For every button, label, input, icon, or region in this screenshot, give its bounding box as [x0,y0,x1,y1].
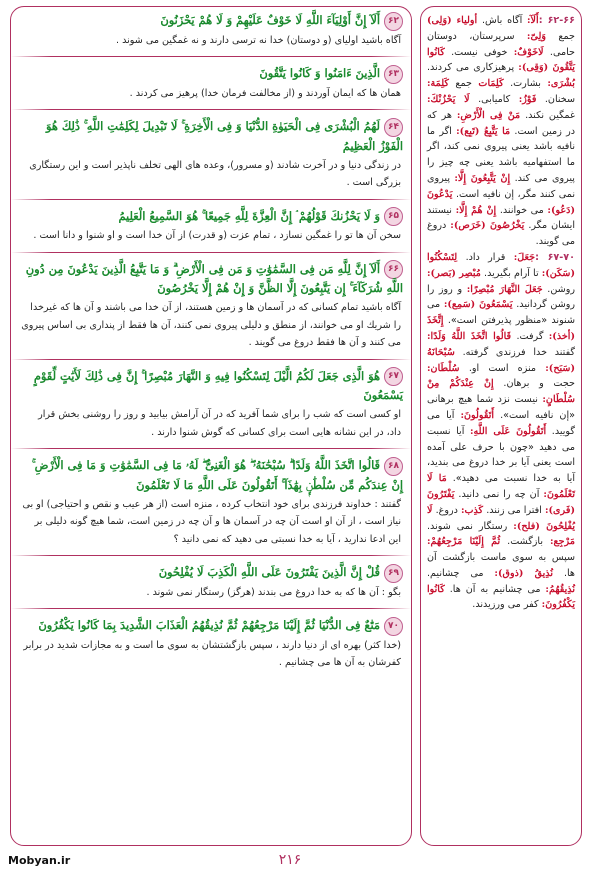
vocab-meaning: مى چشانيم به آن ها. [449,583,541,595]
vocab-meaning: منزه است او. [468,362,537,374]
vocab-word: أَتَقُولُونَ عَلَى اللَّهِ: [470,425,547,437]
vocab-meaning: كاميابى. [478,93,511,105]
vocab-meaning: حجت و برهان. [503,378,575,390]
verse-divider [11,448,411,449]
verse-translation: همان ها كه ايمان آوردند و (از مخالفت فرمان خدا) پرهيز مى كردند . [129,87,401,99]
vocab-word: إِتَّخَذَ (أخذ): [427,315,575,342]
vocab-meaning: تا آرام بگيريد. [484,267,539,279]
vocab-word: كَلِمَات [478,78,504,90]
verse-translation: آگاه باشيد اولياى (و دوستان) خدا نه ترسى دارند و نه غمگين مى شوند . [115,34,401,46]
vocab-meaning: قرار داد. [465,251,506,263]
verse-text: قُلْ إِنَّ الَّذِينَ يَفْتَرُونَ عَلَى اللَّهِ الْكَذِبَ لَا يُفْلِحُونَ [158,565,380,579]
vocab-word: كَلِمَة: [427,78,449,90]
vocab-meaning: جمع [546,30,575,42]
vocab-meaning: اگر ما نافيه باشد يعنى پيروى نمى كند، اگر ما استفهاميه باشد يعنى چه چيز را پيروى مى كند. [427,125,575,184]
verse-arabic [11,363,411,406]
verse-arabic [11,256,411,299]
vocab-word: مَا يَتَّبِعُ (تَبِع): [456,125,511,137]
vocab-meaning: افترا مى زنند. [486,504,542,516]
verse-translation: آگاه باشيد تمام كسانى كه در آسمان ها و زمين هستند، از آن خدا مى باشند و آن ها كه غيرخدا را شريك او مى خوانند، از منطق و دليلى پيروى نمى كنند، آن ها فقط از پندارى بى اساس پيروى مى كنند و آن ها فقط دروغ مى گويند . [21,302,401,348]
vocab-meaning: جمع [448,78,472,90]
vocab-meaning: سرپرستان، دوستان حامى. [427,30,575,58]
vocab-meaning: سخنان. [544,93,575,105]
verse-translation: (خدا كثر) بهره اى از دنيا دارند ، سپس بازگشتشان به سوى ما است و به مجازات شديد در برابر كفرشان به آن ها مى چشانيم . [23,639,401,668]
vocab-word: لَاخَوْفٌ: [513,46,544,58]
vocab-meaning: مى شنوند «منظور پذيرفتن است». [427,299,575,327]
vocab-word: يَدْعُونَ (دَعُو): [427,188,575,216]
vocab-meaning: مى چشانيم. [427,567,484,579]
vocab-word: وَلِىّ: [526,30,547,42]
verse-text: قَالُوا اتَّخَذَ اللَّهُ وَلَدًا ۗ سُبْحَٰنَهُۥ ۖ هُوَ الْغَنِىُّ ۖ لَهُۥ مَا فِى السَّمَٰوَٰتِ وَ مَا فِى الْأَرْضِ ۚ إِنْ عِندَكُم مِّن سُلْطَٰنٍۭ بِهَٰذَآ ۚ أَتَقُولُونَ عَلَى اللَّهِ مَا لَا تَعْلَمُونَ [31,458,403,492]
vocab-word: يَفْتَرُونَ (فَرى): [427,488,575,516]
vocab-word: لَا يُفْلِحُونَ (فلح): [427,504,575,532]
vocab-word: ثُمَّ إِلَيْنَا مَرْجِعُهُمْ: [427,536,501,548]
vocab-meaning: گفتند خدا فرزندى گرفته. [462,346,575,358]
verse-text: هُوَ الَّذِى جَعَلَ لَكُمُ الَّيْلَ لِتَسْكُنُوا فِيهِ وَ النَّهَارَ مُبْصِرًا ۚ إِنَّ فِى ذَٰلِكَ لَأَيَٰتٍ لِّقَوْمٍ يَسْمَعُونَ [33,368,403,402]
vocab-word: كَانُوا يَكْفُرُونَ: [427,583,575,611]
vocab-word: بُشْرَى: [547,78,575,90]
vocab-meaning: آيا مى گوييد. [427,409,575,437]
verse-number-badge: ۷۰ [384,617,403,636]
vocab-word: نُذِيقُ (ذوق): [494,567,553,579]
vocab-word: يَخْرُصُونَ (خَرَص): [450,220,525,232]
verse-text: الَّذِينَ ءَامَنُوا وَ كَانُوا يَتَّقُونَ [259,66,380,80]
vocab-word: سُبْحَانَهُ (سَبَح): [427,346,575,374]
verse-divider [11,252,411,253]
verse-text: لَهُمُ الْبُشْرَى فِى الْحَيَوٰةِ الدُّنْيَا وَ فِى الْأَخِرَةِ ۚ لَا تَبْدِيلَ لِكَلِمَٰتِ اللَّهِ ۚ ذَٰلِكَ هُوَ الْفَوْزُ الْعَظِيمُ [45,119,403,153]
verse-arabic [11,203,411,227]
verse-number-badge: ۶۶ [384,260,403,279]
verse-arabic [11,7,411,31]
vocab-meaning: گرفت. [516,330,544,342]
vocab-word: أَلَآ: [527,15,539,26]
vocab-meaning: بشارت. [510,78,541,90]
verse-divider [11,608,411,609]
vocabulary-panel [420,6,582,846]
verse-text: وَ لَا يَحْزُنكَ قَوْلُهُمْ ۘ إِنَّ الْعِزَّةَ لِلَّهِ جَمِيعًا ۚ هُوَ السَّمِيعُ الْعَلِيمُ [118,208,380,223]
vocab-meaning: بازگشت. [507,536,543,548]
vocab-meaning: روشن. [547,283,575,295]
verse-arabic [11,612,411,636]
vocab-meaning: نيستند ايشان مگر. [427,204,575,232]
vocab-word: مَرْجِع: [549,536,575,548]
vocab-word: مُبْصِر (بَصر): [427,267,481,279]
verse-number-badge: ۶۷ [384,367,403,386]
vocab-meaning: و روز را روشن گردانيد. [427,283,575,311]
verse-arabic [11,113,411,156]
vocab-block [427,250,575,613]
vocab-meaning: مى خوانند. [499,204,544,216]
vocab-meaning: هر كه در زمين است. [427,109,575,137]
vocab-word: لِتَسْكُنُوا (سَكَن): [427,251,575,279]
vocab-word: فَوْزُ: [518,93,537,105]
vocab-word: كَذِب: [460,504,484,516]
page-number: ۲۱۶ [278,852,302,868]
vocab-meaning: كفر مى ورزيدند. [472,599,539,611]
vocab-word: إِنْ يَتَّبِعُونَ إِلَّا: [454,172,511,184]
vocab-word: أَتَقُولُونَ: [460,409,495,421]
page-footer [0,852,590,870]
verse-translation: بگو : آن ها كه به خدا دروغ مى بندند (هرگز) رستگار نمى شوند . [146,586,401,598]
vocab-meaning: آيا نسبت مى دهيد «چون با حرف على آمده است يعنى آيا بر خدا دروغ مى بنديد، آيا به خدا نسبت مى دهيد». [427,425,575,485]
vocab-word: سُلْطَان: [427,362,460,374]
verses-panel [10,6,412,846]
vocab-word: مَنْ فِى الْأَرْضِ: [456,109,521,121]
vocab-word: جَعَلَ: [513,251,536,263]
verse-number-badge: ۶۹ [384,564,403,583]
verse-text: أَلَآ إِنَّ لِلَّهِ مَن فِى السَّمَٰوَٰتِ وَ مَن فِى الْأَرْضِ ۗ وَ مَا يَتَّبِعُ الَّذِينَ يَدْعُونَ مِن دُونِ اللَّهِ شُرَكَآءَ ۚ إِن يَتَّبِعُونَ إِلَّا الظَّنَّ وَ إِنْ هُمْ إِلَّا يَخْرُصُونَ [25,261,403,295]
vocab-word: أولياء (وَلِى) [427,15,478,26]
vocab-meaning: غمگين نكند. [525,109,575,121]
verse-range-label: ۶۲-۶۶ : [538,15,575,26]
verse-number-badge: ۶۲ [384,12,403,31]
verse-arabic [11,452,411,495]
vocab-meaning: آگاه باش. [481,15,523,26]
vocab-meaning: آن چه را نمى دانيد. [458,488,540,500]
verse-translation: در زندگى دنيا و در آخرت شادند (و مسرور)، وعده هاى الهى تخلف ناپذير است و اين رستگارى بزرگى است . [29,159,401,188]
verse-text: أَلَآ إِنَّ أَوْلِيَآءَ اللَّهِ لَا خَوْفٌ عَلَيْهِمْ وَ لَا هُمْ يَحْزَنُونَ [160,13,380,27]
vocab-word: مَا لَا تَعْلَمُونَ: [427,473,575,500]
verse-number-badge: ۶۳ [384,65,403,84]
verse-text: مَتَٰعٌ فِى الدُّنْيَا ثُمَّ إِلَيْنَا مَرْجِعُهُمْ ثُمَّ نُذِيقُهُمُ الْعَذَابَ الشَّدِيدَ بِمَا كَانُوا يَكْفُرُونَ [38,618,380,632]
vocab-meaning: خوفى نيست. [451,46,508,58]
verse-arabic [11,60,411,84]
verse-divider [11,359,411,360]
vocab-block [427,13,575,250]
verse-divider [11,109,411,110]
verse-number-badge: ۶۴ [384,118,403,137]
verse-divider [11,555,411,556]
vocab-word: قَالُوا اتَّخَذَ اللَّهُ وَلَدًا: [427,330,512,342]
verse-translation: سخن آن ها تو را غمگين نسازد ، تمام عزت (و قدرت) از آن خدا است و او شنوا و دانا است . [33,230,401,241]
vocab-word: كَانُوا يَتَّقُونَ (وَقِى): [427,46,575,74]
vocab-word: يَسْمَعُونَ (سَمِع): [443,299,513,311]
vocab-meaning: دروغ مى گويند. [427,220,575,248]
vocab-word: إِنْ عِنْدَكُمْ مِنْ سُلْطَانٍ: [427,378,575,406]
verse-number-badge: ۶۵ [384,207,403,226]
vocab-meaning: پرهيزكارى مى كردند. [427,62,515,74]
verse-arabic [11,559,411,583]
vocab-word: نُذِيقُهُمُ: [545,583,575,595]
site-watermark: Mobyan.ir [8,854,71,867]
vocab-meaning: نيست نزد شما هيچ برهانى «إن نافيه است». [427,394,575,421]
verse-divider [11,199,411,200]
verse-number-badge: ۶۸ [384,457,403,476]
vocab-meaning: رستگار نمى شوند. [427,520,508,532]
vocab-meaning: پيروى نمى كنند مگر، إن نافيه است. [427,172,575,200]
vocab-word: جَعَلَ النَّهَارَ مُبْصِرًا: [466,283,543,295]
verse-divider [11,56,411,57]
verse-translation: گفتند : خداوند فرزندى براى خود انتخاب كرده ، منزه است (از هر عيب و نقص و احتياجى) او بى نياز است ، از آن او است آن چه در آسمان ها و آن چه در زمين است، شما هيچ گونه دليلى بر اين ادعا نداريد ، آيا به خدا نسبتى مى دهيد كه نمى دانيد ؟ [22,498,401,545]
verse-range-label: ۶۷-۷۰ : [535,251,575,263]
vocab-meaning: سپس به سوى ماست بازگشت آن ها. [427,552,575,579]
vocab-meaning: دروغ. [435,504,458,516]
vocab-word: لَا يَحْزُنْكَ: [427,93,470,105]
vocab-word: إِنْ هُمْ إِلَّا: [455,204,497,216]
verse-translation: او كسى است كه شب را براى شما آفريد كه در آن آرامش بيابيد و روز را روشنى بخش قرار داد، در اين نشانه هايى است براى كسانى كه گوش شنوا دارند . [38,409,401,438]
